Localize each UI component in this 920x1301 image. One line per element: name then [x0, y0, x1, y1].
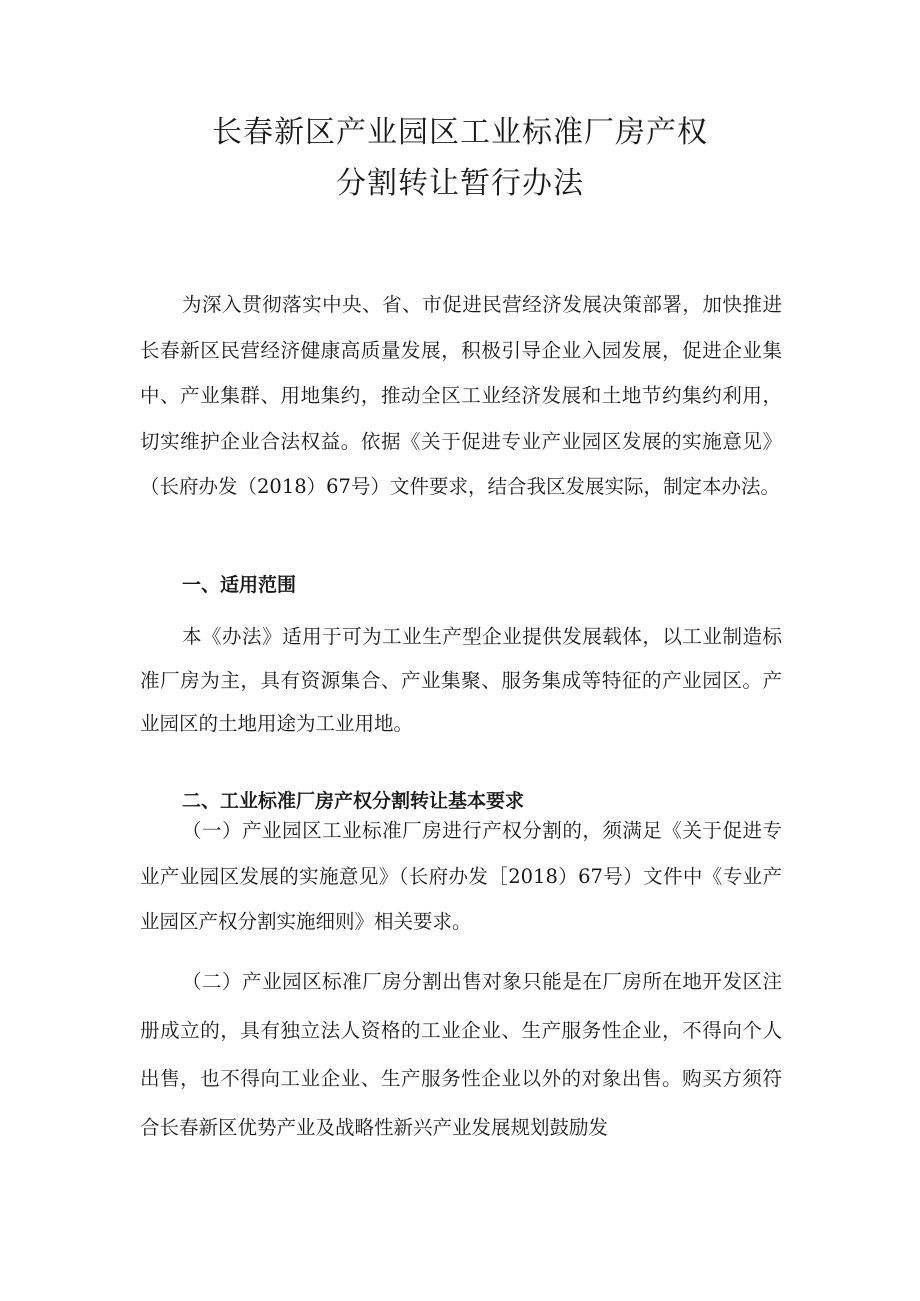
section-1-paragraph: 本《办法》适用于可为工业生产型企业提供发展载体，以工业制造标准厂房为主，具有资源集合、产业集聚、服务集成等特征的产业园区。产业园区的土地用途为工业用地。: [140, 625, 782, 736]
section-2-heading: 二、工业标准厂房产权分割转让基本要求: [182, 790, 525, 812]
document-title-line-1: 长春新区产业园区工业标准厂房产权: [212, 115, 708, 150]
intro-paragraph: 为深入贯彻落实中央、省、市促进民营经济发展决策部署，加快推进长春新区民营经济健康高质量发展，积极引导企业入园发展，促进企业集中、产业集群、用地集约，推动全区工业经济发展和土地节约集约利用，切实维护企业合法权益。依据《关于促进专业产业园区发展的实施意见》（长府办发（2018）67号）文件要求，结合我区发展实际，制定本办法。: [140, 293, 782, 499]
section-1-heading: 一、适用范围: [182, 574, 297, 596]
document-title-line-2: 分割转让暂行办法: [336, 166, 584, 201]
section-2-item-2: （二）产业园区标准厂房分割出售对象只能是在厂房所在地开发区注册成立的，具有独立法人资格的工业企业、生产服务性企业，不得向个人出售，也不得向工业企业、生产服务性企业以外的对象出售。购买方须符合长春新区优势产业及战略性新兴产业发展规划鼓励发: [140, 970, 782, 1139]
section-2-item-1: （一）产业园区工业标准厂房进行产权分割的，须满足《关于促进专业产业园区发展的实施意见》（长府办发［2018）67号）文件中《专业产业园区产权分割实施细则》相关要求。: [140, 819, 782, 934]
